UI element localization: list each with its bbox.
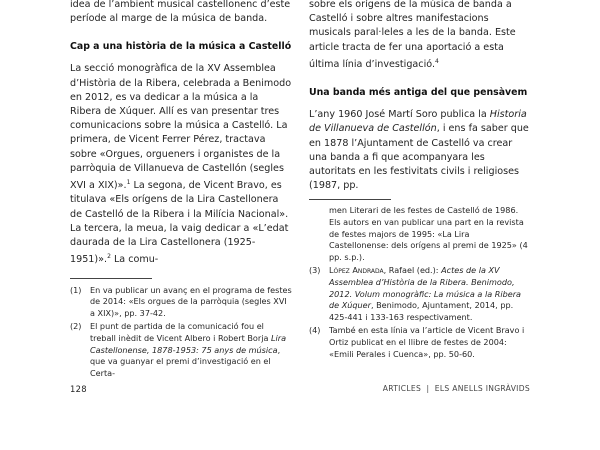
footnote-ref-4: 4	[435, 57, 439, 65]
footnote-1	[70, 285, 292, 320]
footnote-title-italic: Actes de la XV Assemblea d’Història de la Ribera. Benimodo, 2012. Volum monogràfic: La música a la Ribera de Xúquer	[329, 265, 522, 311]
footnote-number: (3)	[309, 265, 321, 276]
section-heading-band: Una banda més antiga del que pensàvem	[309, 87, 528, 99]
footnote-title-italic: Lira Castellonense, 1878-1953: 75 anys de música	[90, 333, 287, 355]
paragraph-text: sobre els orígens de la música de banda a Castelló i sobre altres manifestacions musicals paral·leles a les de la banda. Este article tracta de fer una aportació a esta última línia d’investigació.	[309, 0, 516, 70]
footnote-ref-1: 1	[126, 179, 131, 187]
paragraph-text: La secció monogràfica de la XV Assemblea d’Història de la Ribera, celebrada a Benimodo en 2012, es va dedicar a la música a la Ribera de Xúquer. Allí es van presentar tres comunicacions sobre la música a Castelló. La primera, de Vicent Ferrer Pérez, tractava sobre «Orgues, orgueners i organistes de la parròquia de Villanueva de Castellón (segles XVI a XIX)».	[70, 63, 292, 192]
paragraph-text: , i ens fa saber que en 1878 l’Ajuntament de Castelló va crear una banda a fi que acompanyara les autoritats en les festivitats civils i religioses (1987, pp.	[309, 123, 529, 192]
paragraph-line: període al marge de la música de banda.	[70, 13, 268, 25]
footnote-text	[329, 265, 530, 323]
footnote-text-part: El punt de partida de la comunicació fou el treball inèdit de Vicent Albero i Robert Borja	[90, 321, 271, 343]
footnote-text	[90, 321, 292, 379]
paragraph-continued-right	[309, 0, 530, 72]
footnote-3	[309, 265, 530, 323]
footnote-text: També en esta línia va l’article de Vicent Bravo i Ortiz publicat en el llibre de festes de 2004: «Emili Perales i Cuenca», pp. 50-60.	[329, 325, 525, 359]
author-name-smallcaps: López Andrada	[329, 265, 384, 276]
footnote-number: (2)	[70, 321, 82, 332]
paragraph-history	[70, 62, 292, 267]
footnote-text-part: , que va guanyar el premi d’investigació en el Certa-	[90, 344, 281, 378]
running-head: ARTICLES | ELS ANELLS INGRÀVIDS	[382, 384, 530, 393]
right-column	[309, 0, 530, 360]
footnote-number: (4)	[309, 325, 321, 336]
paragraph-continued	[70, 0, 292, 26]
page-number: 128	[70, 384, 87, 394]
footnote-2	[70, 321, 292, 379]
footnote-number: (1)	[70, 284, 82, 295]
footnote-2-continued: men Literari de les festes de Castelló de 1986. Els autors en van publicar una part en la revista de festes majors de 1995: «La Lira Castellonense: dels orígens al premi de 1925» (4 pp. s.p.).	[329, 205, 528, 262]
paragraph-band	[309, 108, 530, 193]
paragraph-text: L’any 1960 José Martí Soro publica la	[309, 109, 490, 121]
left-column	[70, 0, 292, 379]
paragraph-text: La comu-	[110, 254, 159, 266]
footnote-ref-2: 2	[107, 253, 111, 261]
book-title-italic: Historia de Villanueva de Castellón	[309, 109, 527, 135]
footnote-text-part: , Rafael (ed.):	[383, 265, 442, 276]
section-heading-history: Cap a una història de la música a Castelló	[70, 41, 292, 53]
footnote-4	[309, 325, 530, 360]
paragraph-text: La segona, de Vicent Bravo, es titulava «Els orígens de la Lira Castellonera de Castelló de la Ribera i la Milícia Nacional». La tercera, la meua, la vaig dedicar a «L’edat daurada de la Lira Castellonera (1925-1951)».	[70, 180, 289, 266]
footnote-text-part: , Benimodo, Ajuntament, 2014, pp. 425-441 i 133-163 respectivament.	[329, 300, 514, 322]
footnote-text: En va publicar un avanç en el programa de festes de 2014: «Els orgues de la parròquia (segles XVI a XIX)», pp. 37-42.	[90, 284, 292, 318]
paragraph-line: idea de l’ambient musical castellonenc d’este	[70, 0, 291, 10]
